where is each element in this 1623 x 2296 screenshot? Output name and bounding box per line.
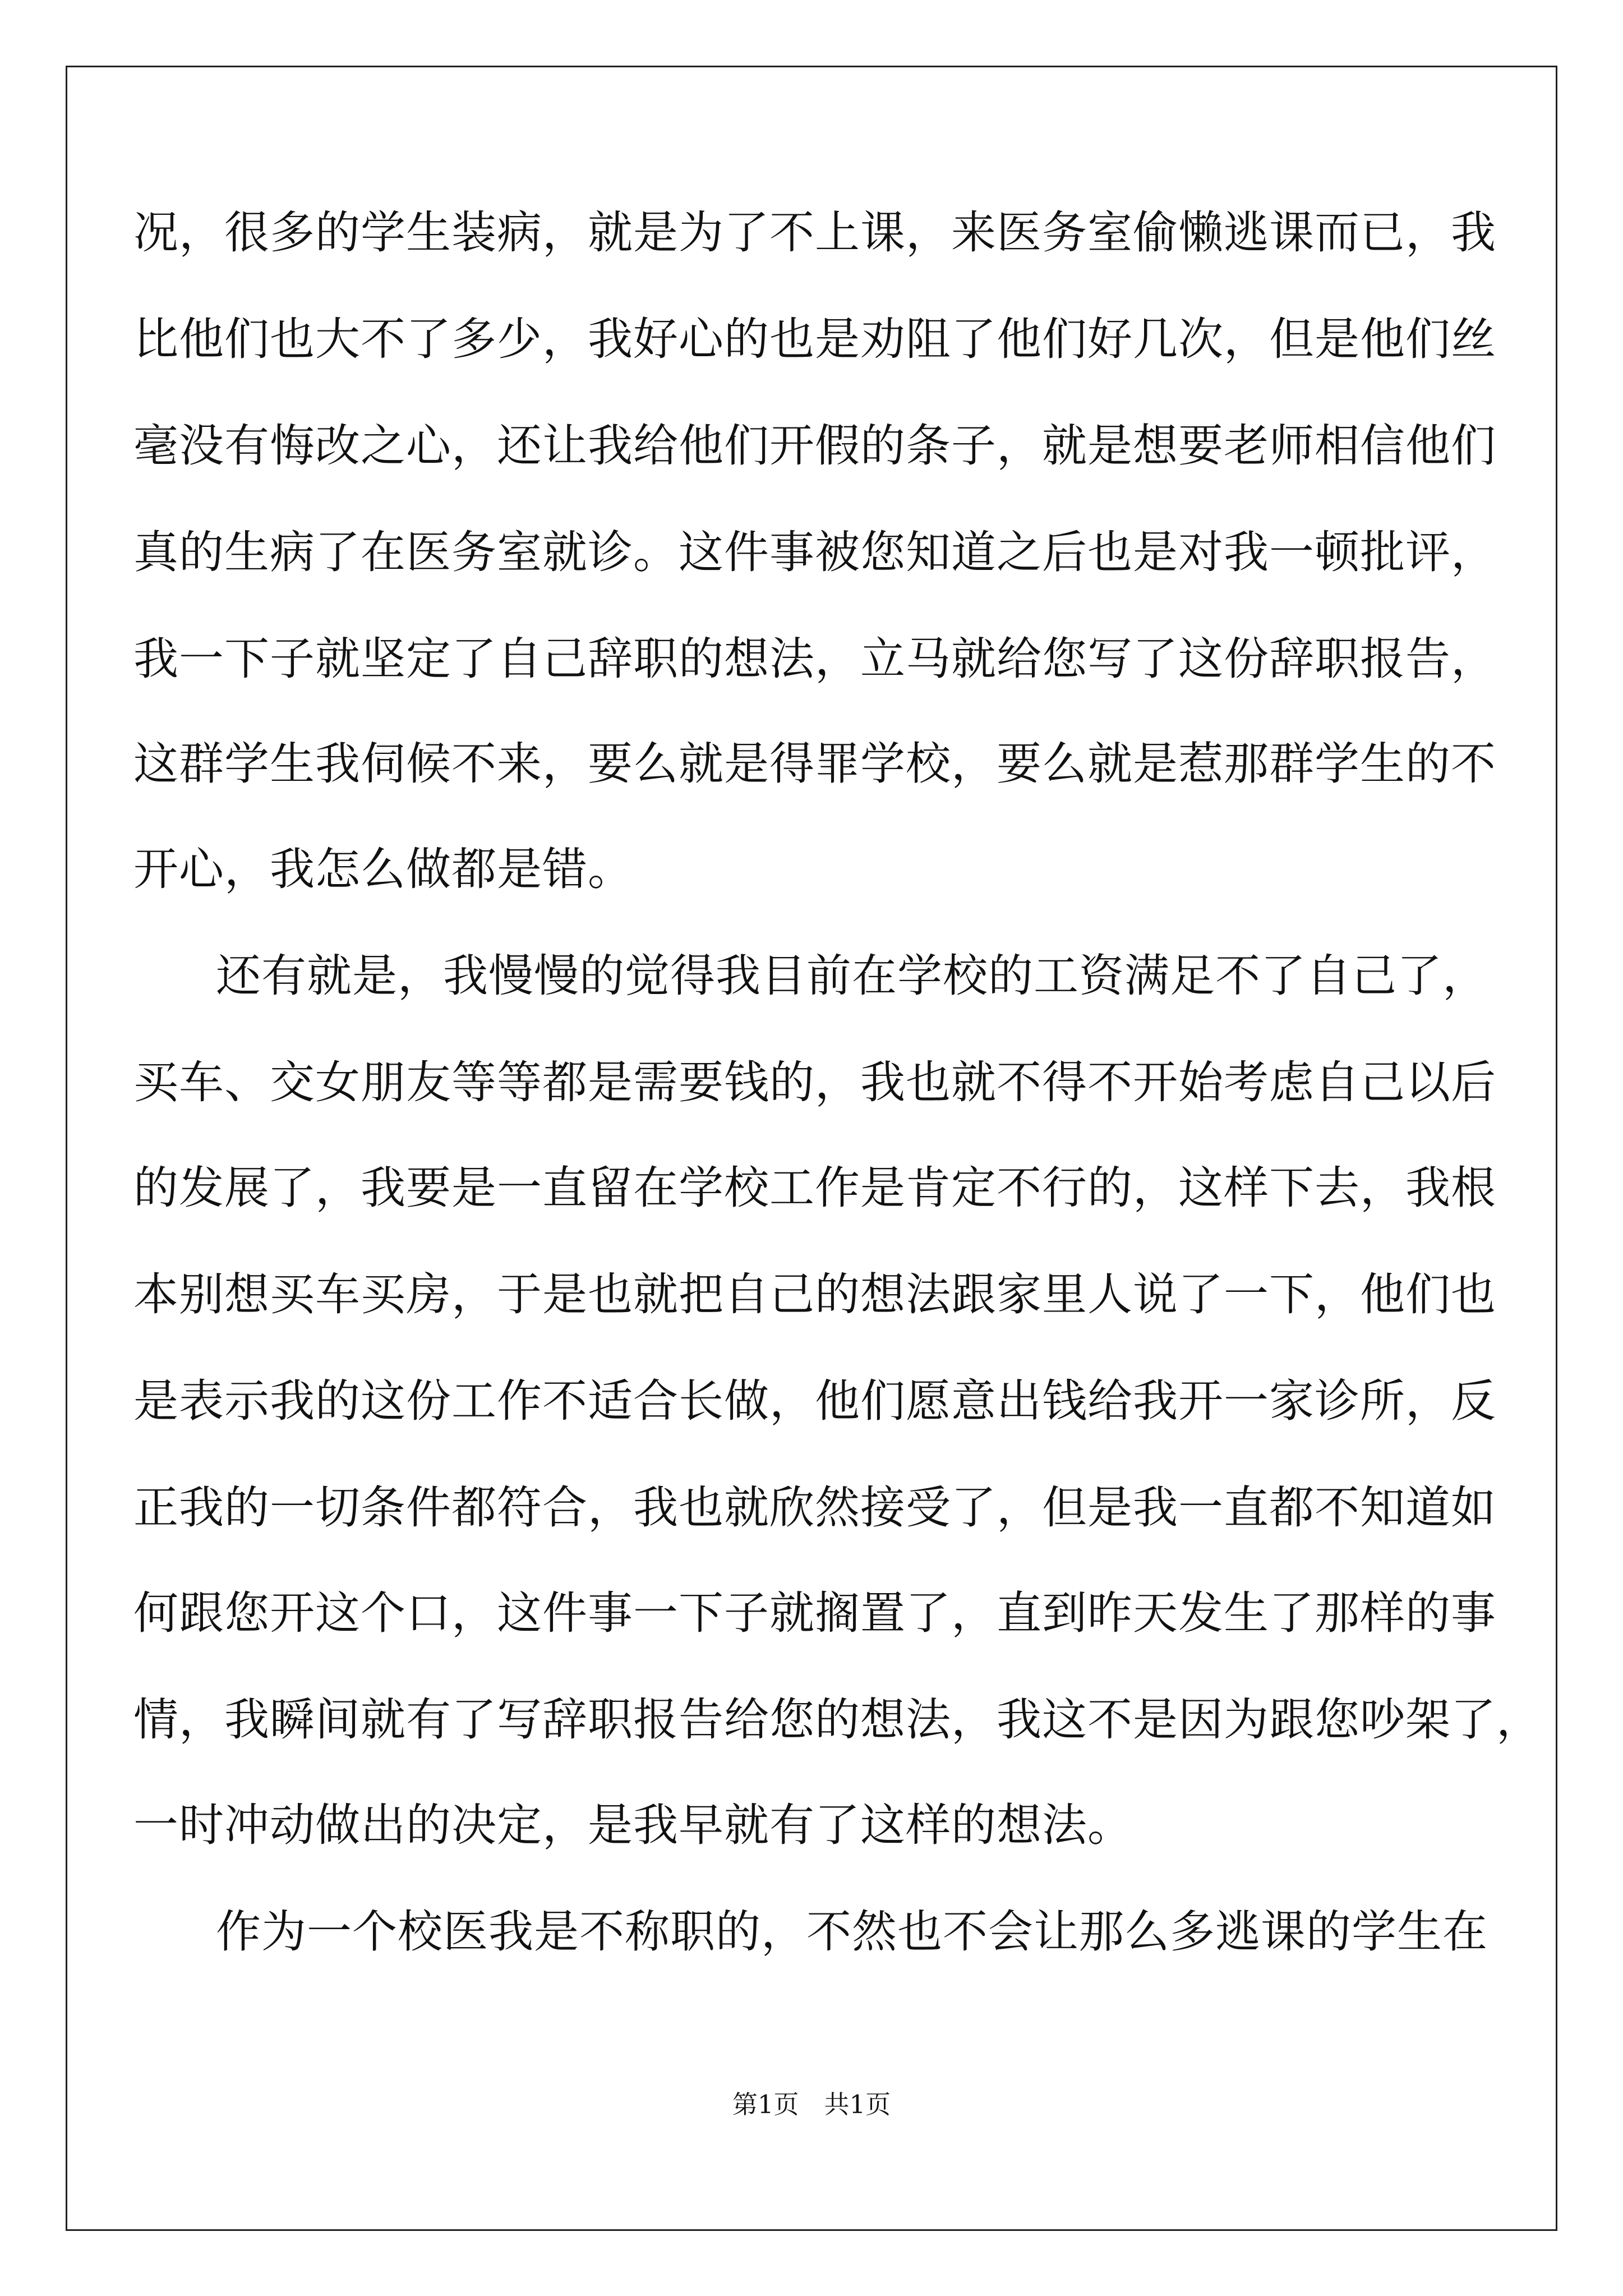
- text-line: 比他们也大不了多少，我好心的也是劝阻了他们好几次，但是他们丝: [133, 313, 1496, 365]
- text-line: 正我的一切条件都符合，我也就欣然接受了，但是我一直都不知道如: [133, 1481, 1496, 1534]
- text-line: 何跟您开这个口，这件事一下子就搁置了，直到昨天发生了那样的事: [133, 1587, 1496, 1639]
- text-line: 这群学生我伺候不来，要么就是得罪学校，要么就是惹那群学生的不: [133, 738, 1496, 790]
- text-line: 我一下子就坚定了自己辞职的想法，立马就给您写了这份辞职报告，: [133, 633, 1496, 685]
- text-line: 况，很多的学生装病，就是为了不上课，来医务室偷懒逃课而已，我: [133, 206, 1496, 259]
- page-number: 第1页 共1页: [732, 2090, 891, 2119]
- text-line: 真的生病了在医务室就诊。这件事被您知道之后也是对我一顿批评，: [133, 526, 1496, 578]
- text-line: 一时冲动做出的决定，是我早就有了这样的想法。: [133, 1799, 1133, 1851]
- paragraph-start-line: 作为一个校医我是不称职的，不然也不会让那么多逃课的学生在: [216, 1906, 1488, 1958]
- text-line: 本别想买车买房，于是也就把自己的想法跟家里人说了一下，他们也: [133, 1268, 1496, 1320]
- text-line: 开心，我怎么做都是错。: [133, 843, 633, 895]
- text-line: 毫没有悔改之心，还让我给他们开假的条子，就是想要老师相信他们: [133, 420, 1496, 472]
- text-line: 买车、交女朋友等等都是需要钱的，我也就不得不开始考虑自己以后: [133, 1056, 1496, 1108]
- text-line: 情，我瞬间就有了写辞职报告给您的想法，我这不是因为跟您吵架了，: [133, 1694, 1542, 1746]
- text-line: 是表示我的这份工作不适合长做，他们愿意出钱给我开一家诊所，反: [133, 1375, 1496, 1427]
- paragraph-start-line: 还有就是，我慢慢的觉得我目前在学校的工资满足不了自己了，: [216, 950, 1488, 1002]
- text-line: 的发展了，我要是一直留在学校工作是肯定不行的，这样下去，我根: [133, 1162, 1496, 1214]
